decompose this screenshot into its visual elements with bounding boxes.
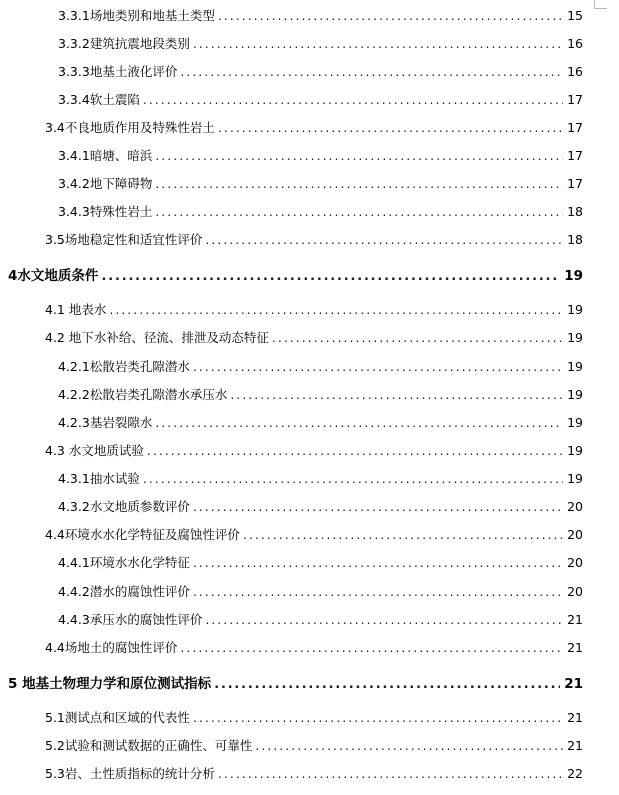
toc-entry-text: 水文地质试验 [64, 443, 144, 458]
toc-entry[interactable] [58, 497, 583, 517]
toc-entry[interactable] [45, 638, 583, 658]
toc-page-number: 20 [567, 584, 583, 599]
toc-entry[interactable] [58, 610, 583, 630]
toc-entry-title [45, 441, 144, 461]
toc-entry[interactable] [58, 174, 583, 194]
toc-page-number: 19 [567, 443, 583, 458]
toc-page-number: 18 [567, 232, 583, 247]
toc-entry-text: 松散岩类孔隙潜水 [89, 359, 190, 374]
toc-entry-title [58, 34, 190, 54]
toc-entry-text: 地基土物理力学和原位测试指标 [17, 676, 212, 692]
toc-entry-number: 4.2 [45, 330, 65, 345]
toc-entry-number: 3.4.3 [58, 204, 90, 219]
toc-entry-text: 承压水的腐蚀性评价 [89, 612, 203, 627]
toc-entry-number: 4.4 [45, 527, 65, 542]
toc-entry-title [58, 62, 177, 82]
toc-page-number: 21 [567, 640, 583, 655]
toc-entry-text: 软土震陷 [89, 92, 140, 107]
toc-page-number: 20 [567, 527, 583, 542]
toc-entry[interactable] [45, 328, 583, 348]
toc-entry-title [45, 328, 269, 348]
dot-leader [214, 674, 560, 694]
toc-page-number: 19 [567, 387, 583, 402]
toc-entry[interactable] [45, 764, 583, 784]
toc-entry-text: 水文地质参数评价 [89, 499, 190, 514]
toc-page-number: 21 [567, 738, 583, 753]
toc-page-number: 19 [567, 415, 583, 430]
toc-entry-text: 不良地质作用及特殊性岩土 [64, 120, 215, 135]
toc-entry-title [58, 202, 152, 222]
toc-entry[interactable] [58, 6, 583, 26]
toc-page-number: 17 [567, 148, 583, 163]
toc-entry-number: 4.3.2 [58, 499, 90, 514]
toc-entry-number: 3.4 [45, 120, 65, 135]
dot-leader [155, 174, 563, 194]
dot-leader [230, 385, 563, 405]
toc-entry[interactable] [58, 413, 583, 433]
toc-entry-text: 场地稳定性和适宜性评价 [64, 232, 203, 247]
toc-entry-text: 水文地质条件 [17, 268, 99, 284]
dot-leader [143, 90, 563, 110]
toc-entry-title [58, 553, 190, 573]
toc-page-number: 22 [567, 766, 583, 781]
toc-entry-number: 5.1 [45, 710, 65, 725]
toc-entry-text: 抽水试验 [89, 471, 140, 486]
toc-entry-title [58, 174, 152, 194]
dot-leader [272, 328, 563, 348]
toc-entry[interactable] [45, 708, 583, 728]
page-corner-mark [594, 0, 607, 9]
toc-entry[interactable] [58, 385, 583, 405]
toc-entry[interactable] [58, 582, 583, 602]
toc-entry-title [45, 300, 106, 320]
toc-entry-number: 5.3 [45, 766, 65, 781]
toc-entry-text: 场地类别和地基土类型 [89, 8, 215, 23]
dot-leader [193, 582, 563, 602]
toc-entry-text: 地下障碍物 [89, 176, 153, 191]
toc-page-number: 17 [567, 92, 583, 107]
toc-entry[interactable] [45, 118, 583, 138]
toc-page-number: 21 [567, 710, 583, 725]
toc-entry-text: 环境水水化学特征 [89, 555, 190, 570]
dot-leader [155, 202, 563, 222]
dot-leader [218, 764, 563, 784]
toc-entry-number: 3.4.1 [58, 148, 90, 163]
toc-entry-number: 4 [8, 268, 18, 284]
toc-entry-text: 地基土液化评价 [89, 64, 178, 79]
toc-entry-number: 4.2.1 [58, 359, 90, 374]
toc-page-number: 18 [567, 204, 583, 219]
toc-entry-text: 基岩裂隙水 [89, 415, 153, 430]
toc-page-number: 20 [567, 499, 583, 514]
toc-chapter-entry[interactable] [8, 266, 583, 286]
toc-entry-text: 潜水的腐蚀性评价 [89, 584, 190, 599]
toc-entry-text: 松散岩类孔隙潜水承压水 [89, 387, 228, 402]
dot-leader [193, 708, 563, 728]
toc-entry-text: 暗塘、暗浜 [89, 148, 153, 163]
toc-entry-number: 4.3.1 [58, 471, 90, 486]
toc-entry-title [58, 6, 215, 26]
toc-entry-number: 4.4 [45, 640, 65, 655]
toc-entry-title [8, 674, 211, 694]
toc-entry-number: 3.3.3 [58, 64, 90, 79]
toc-entry-title [45, 736, 252, 756]
dot-leader [180, 638, 563, 658]
toc-entry[interactable] [58, 146, 583, 166]
toc-entry-number: 4.4.2 [58, 584, 90, 599]
toc-page-number: 17 [567, 120, 583, 135]
toc-entry-title [8, 266, 98, 286]
toc-entry[interactable] [45, 300, 583, 320]
toc-entry[interactable] [58, 357, 583, 377]
toc-entry[interactable] [58, 34, 583, 54]
dot-leader [193, 357, 563, 377]
toc-page-number: 19 [567, 302, 583, 317]
toc-entry-text: 试验和测试数据的正确性、可靠性 [64, 738, 253, 753]
toc-entry-number: 4.4.1 [58, 555, 90, 570]
toc-entry-number: 4.4.3 [58, 612, 90, 627]
toc-entry-title [58, 413, 152, 433]
dot-leader [109, 300, 563, 320]
toc-entry-title [45, 230, 202, 250]
toc-page-number: 15 [567, 8, 583, 23]
toc-entry-text: 地下水补给、径流、排泄及动态特征 [64, 330, 269, 345]
toc-entry-title [58, 146, 152, 166]
toc-page-number: 19 [567, 359, 583, 374]
toc-entry-text: 岩、土性质指标的统计分析 [64, 766, 215, 781]
toc-entry-title [45, 638, 177, 658]
toc-entry-number: 3.3.2 [58, 36, 90, 51]
toc-entry-title [45, 118, 215, 138]
toc-page-number: 21 [567, 612, 583, 627]
dot-leader [193, 497, 563, 517]
toc-chapter-entry[interactable] [8, 674, 583, 694]
toc-entry-text: 地表水 [64, 302, 107, 317]
toc-entry[interactable] [45, 736, 583, 756]
dot-leader [143, 469, 563, 489]
toc-entry[interactable] [45, 525, 583, 545]
toc-page-number: 19 [564, 268, 583, 284]
toc-entry-number: 5 [8, 676, 18, 692]
toc-entry-text: 场地土的腐蚀性评价 [64, 640, 178, 655]
toc-entry-title [45, 708, 190, 728]
toc-page-number: 16 [567, 36, 583, 51]
toc-entry[interactable] [58, 553, 583, 573]
toc-page-number: 17 [567, 176, 583, 191]
toc-entry-text: 建筑抗震地段类别 [89, 36, 190, 51]
toc-entry-number: 4.3 [45, 443, 65, 458]
toc-entry-title [58, 357, 190, 377]
toc-entry-title [58, 582, 190, 602]
toc-entry-number: 3.4.2 [58, 176, 90, 191]
dot-leader [218, 6, 563, 26]
dot-leader [218, 118, 563, 138]
toc-page-number: 19 [567, 471, 583, 486]
toc-entry-number: 4.2.2 [58, 387, 90, 402]
toc-entry[interactable] [58, 202, 583, 222]
dot-leader [101, 266, 560, 286]
toc-entry-text: 测试点和区域的代表性 [64, 710, 190, 725]
toc-page-number: 21 [564, 676, 583, 692]
toc-entry[interactable] [45, 230, 583, 250]
toc-entry-title [58, 469, 140, 489]
toc-entry-title [45, 764, 215, 784]
dot-leader [243, 525, 563, 545]
toc-entry[interactable] [45, 441, 583, 461]
toc-page-number: 16 [567, 64, 583, 79]
toc-entry-number: 4.2.3 [58, 415, 90, 430]
toc-entry-number: 3.3.1 [58, 8, 90, 23]
toc-entry-title [58, 610, 202, 630]
dot-leader [205, 230, 563, 250]
toc-entry-number: 4.1 [45, 302, 65, 317]
toc-page-number: 20 [567, 555, 583, 570]
toc-entry-text: 特殊性岩土 [89, 204, 153, 219]
toc-entry-number: 5.2 [45, 738, 65, 753]
toc-entry-title [58, 90, 140, 110]
toc-page-number: 19 [567, 330, 583, 345]
toc-entry[interactable] [58, 62, 583, 82]
dot-leader [255, 736, 563, 756]
toc-entry-text: 环境水水化学特征及腐蚀性评价 [64, 527, 240, 542]
dot-leader [205, 610, 563, 630]
dot-leader [193, 34, 563, 54]
toc-entry[interactable] [58, 90, 583, 110]
dot-leader [180, 62, 563, 82]
toc-entry[interactable] [58, 469, 583, 489]
toc-entry-title [45, 525, 240, 545]
toc-entry-number: 3.3.4 [58, 92, 90, 107]
dot-leader [155, 413, 563, 433]
toc-entry-title [58, 497, 190, 517]
dot-leader [147, 441, 563, 461]
dot-leader [193, 553, 563, 573]
dot-leader [155, 146, 563, 166]
toc-entry-number: 3.5 [45, 232, 65, 247]
toc-entry-title [58, 385, 227, 405]
